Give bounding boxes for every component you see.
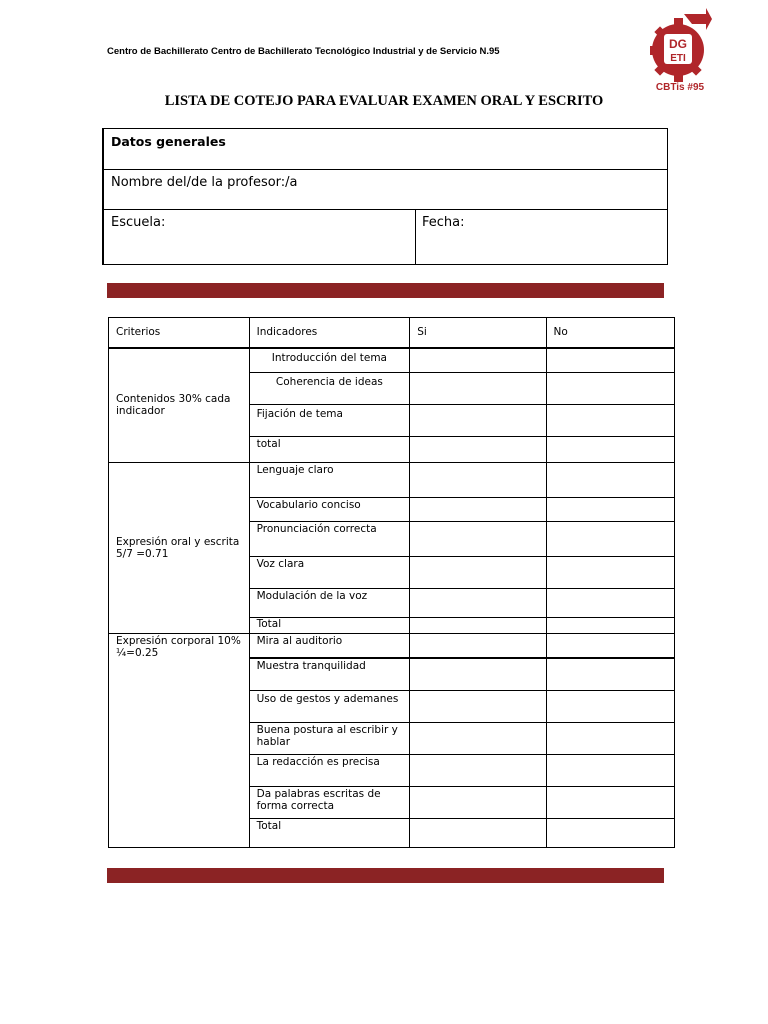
criterion-cell: Expresión corporal 10% ¼=0.25 bbox=[109, 634, 250, 848]
column-divider bbox=[415, 210, 416, 265]
si-check-cell[interactable] bbox=[410, 691, 546, 723]
si-check-cell[interactable] bbox=[410, 522, 546, 557]
general-data-box bbox=[102, 128, 668, 265]
si-check-cell[interactable] bbox=[410, 618, 546, 634]
no-check-cell[interactable] bbox=[546, 522, 674, 557]
indicator-cell: Fijación de tema bbox=[249, 405, 410, 437]
logo-text-top: DG bbox=[669, 37, 687, 51]
indicator-cell: La redacción es precisa bbox=[249, 755, 410, 787]
no-check-cell[interactable] bbox=[546, 634, 674, 658]
logo-text-bottom: ETI bbox=[670, 53, 686, 64]
indicator-cell: Pronunciación correcta bbox=[249, 522, 410, 557]
table-header-row bbox=[109, 318, 675, 348]
no-check-cell[interactable] bbox=[546, 658, 674, 691]
no-check-cell[interactable] bbox=[546, 723, 674, 755]
si-check-cell[interactable] bbox=[410, 723, 546, 755]
si-check-cell[interactable] bbox=[410, 557, 546, 589]
no-check-cell[interactable] bbox=[546, 787, 674, 819]
teacher-row[interactable] bbox=[104, 170, 667, 210]
indicator-cell: Vocabulario conciso bbox=[249, 498, 410, 522]
school-label: Escuela: bbox=[111, 215, 166, 230]
indicator-cell: Muestra tranquilidad bbox=[249, 658, 410, 691]
si-check-cell[interactable] bbox=[410, 589, 546, 618]
si-check-cell[interactable] bbox=[410, 373, 546, 405]
si-check-cell[interactable] bbox=[410, 437, 546, 463]
date-label: Fecha: bbox=[422, 215, 465, 230]
indicator-cell: Total bbox=[249, 618, 410, 634]
no-check-cell[interactable] bbox=[546, 463, 674, 498]
general-heading-row bbox=[104, 129, 667, 170]
general-heading: Datos generales bbox=[111, 134, 226, 149]
si-check-cell[interactable] bbox=[410, 634, 546, 658]
no-check-cell[interactable] bbox=[546, 589, 674, 618]
indicator-cell: Da palabras escritas de forma correcta bbox=[249, 787, 410, 819]
no-check-cell[interactable] bbox=[546, 373, 674, 405]
no-check-cell[interactable] bbox=[546, 437, 674, 463]
si-check-cell[interactable] bbox=[410, 498, 546, 522]
si-check-cell[interactable] bbox=[410, 755, 546, 787]
institution-name: Centro de Bachillerato Centro de Bachillerato Tecnológico Industrial y de Servicio N.95 bbox=[107, 46, 500, 57]
no-check-cell[interactable] bbox=[546, 498, 674, 522]
indicator-cell: Voz clara bbox=[249, 557, 410, 589]
indicator-cell: total bbox=[249, 437, 410, 463]
checklist-table bbox=[108, 317, 675, 848]
si-check-cell[interactable] bbox=[410, 348, 546, 373]
si-check-cell[interactable] bbox=[410, 463, 546, 498]
si-check-cell[interactable] bbox=[410, 787, 546, 819]
header-no: No bbox=[546, 318, 674, 348]
no-check-cell[interactable] bbox=[546, 405, 674, 437]
table-row bbox=[109, 463, 675, 498]
header-criterios: Criterios bbox=[109, 318, 250, 348]
teacher-label: Nombre del/de la profesor:/a bbox=[111, 175, 298, 190]
header-indicadores: Indicadores bbox=[249, 318, 410, 348]
indicator-cell: Coherencia de ideas bbox=[249, 373, 410, 405]
logo-caption: CBTis #95 bbox=[655, 82, 705, 93]
indicator-cell: Buena postura al escribir y hablar bbox=[249, 723, 410, 755]
indicator-cell: Introducción del tema bbox=[249, 348, 410, 373]
criterion-cell: Contenidos 30% cada indicador bbox=[109, 348, 250, 463]
no-check-cell[interactable] bbox=[546, 819, 674, 848]
document-title: LISTA DE COTEJO PARA EVALUAR EXAMEN ORAL Y ESCRITO bbox=[164, 93, 604, 109]
indicator-cell: Lenguaje claro bbox=[249, 463, 410, 498]
table-row bbox=[109, 348, 675, 373]
indicator-cell: Uso de gestos y ademanes bbox=[249, 691, 410, 723]
no-check-cell[interactable] bbox=[546, 557, 674, 589]
si-check-cell[interactable] bbox=[410, 405, 546, 437]
criterion-cell: Expresión oral y escrita 5/7 =0.71 bbox=[109, 463, 250, 634]
indicator-cell: Mira al auditorio bbox=[249, 634, 410, 658]
si-check-cell[interactable] bbox=[410, 819, 546, 848]
no-check-cell[interactable] bbox=[546, 348, 674, 373]
indicator-cell: Modulación de la voz bbox=[249, 589, 410, 618]
no-check-cell[interactable] bbox=[546, 691, 674, 723]
header-si: Si bbox=[410, 318, 546, 348]
no-check-cell[interactable] bbox=[546, 618, 674, 634]
cbtis-logo bbox=[648, 8, 712, 96]
no-check-cell[interactable] bbox=[546, 755, 674, 787]
divider-bar-top bbox=[107, 283, 664, 298]
si-check-cell[interactable] bbox=[410, 658, 546, 691]
divider-bar-bottom bbox=[107, 868, 664, 883]
school-date-row bbox=[104, 210, 667, 265]
table-row bbox=[109, 634, 675, 658]
indicator-cell: Total bbox=[249, 819, 410, 848]
